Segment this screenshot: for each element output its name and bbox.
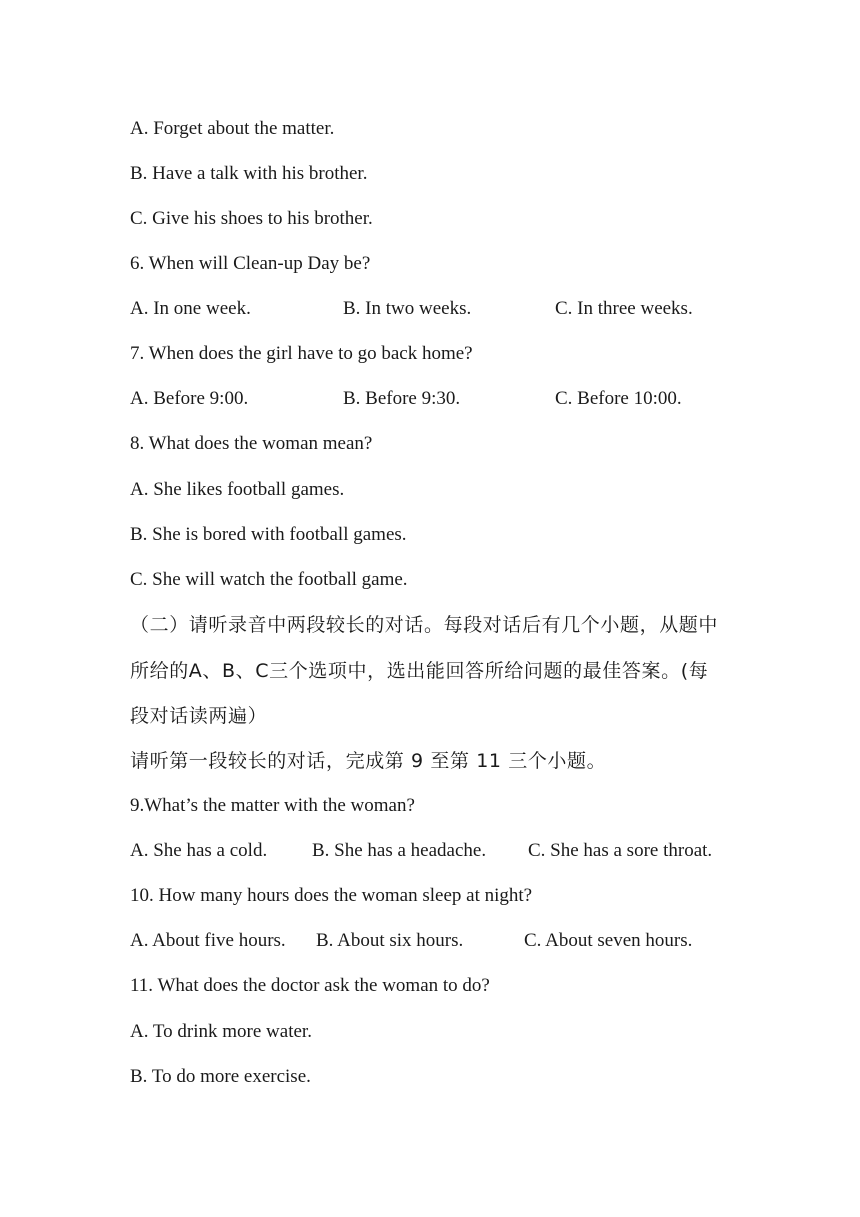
question-11: 11. What does the doctor ask the woman to do? bbox=[130, 975, 490, 996]
question-9: 9.What’s the matter with the woman? bbox=[130, 795, 415, 816]
q7-option-b: B. Before 9:30. bbox=[343, 388, 461, 409]
q9-option-a: A. She has a cold. bbox=[130, 840, 268, 861]
q8-option-b: B. She is bored with football games. bbox=[130, 524, 407, 545]
section-2-subheading: 请听第一段较长的对话，完成第 9 至第 11 三个小题。 bbox=[130, 750, 607, 772]
q5-option-a: A. Forget about the matter. bbox=[130, 118, 335, 139]
q10-option-c: C. About seven hours. bbox=[524, 930, 693, 951]
q8-option-a: A. She likes football games. bbox=[130, 479, 345, 500]
q5-option-c: C. Give his shoes to his brother. bbox=[130, 208, 373, 229]
q5-option-b: B. Have a talk with his brother. bbox=[130, 163, 368, 184]
section-2-instruction-line-2: 所给的A、B、C三个选项中，选出能回答所给问题的最佳答案。(每 bbox=[130, 660, 709, 682]
q7-option-c: C. Before 10:00. bbox=[555, 388, 682, 409]
question-7: 7. When does the girl have to go back home? bbox=[130, 343, 473, 364]
q6-option-b: B. In two weeks. bbox=[343, 298, 472, 319]
q8-option-c: C. She will watch the football game. bbox=[130, 569, 408, 590]
q11-option-a: A. To drink more water. bbox=[130, 1021, 312, 1042]
section-2-instruction-line-1: （二）请听录音中两段较长的对话。每段对话后有几个小题，从题中 bbox=[130, 614, 719, 636]
question-6: 6. When will Clean-up Day be? bbox=[130, 253, 371, 274]
q10-option-b: B. About six hours. bbox=[316, 930, 464, 951]
q9-option-c: C. She has a sore throat. bbox=[528, 840, 713, 861]
q9-option-b: B. She has a headache. bbox=[312, 840, 487, 861]
q11-option-b: B. To do more exercise. bbox=[130, 1066, 311, 1087]
q7-option-a: A. Before 9:00. bbox=[130, 388, 249, 409]
q6-option-a: A. In one week. bbox=[130, 298, 251, 319]
q6-option-c: C. In three weeks. bbox=[555, 298, 693, 319]
question-10: 10. How many hours does the woman sleep at night? bbox=[130, 885, 533, 906]
question-8: 8. What does the woman mean? bbox=[130, 433, 373, 454]
q10-option-a: A. About five hours. bbox=[130, 930, 286, 951]
section-2-instruction-line-3: 段对话读两遍） bbox=[130, 705, 268, 727]
